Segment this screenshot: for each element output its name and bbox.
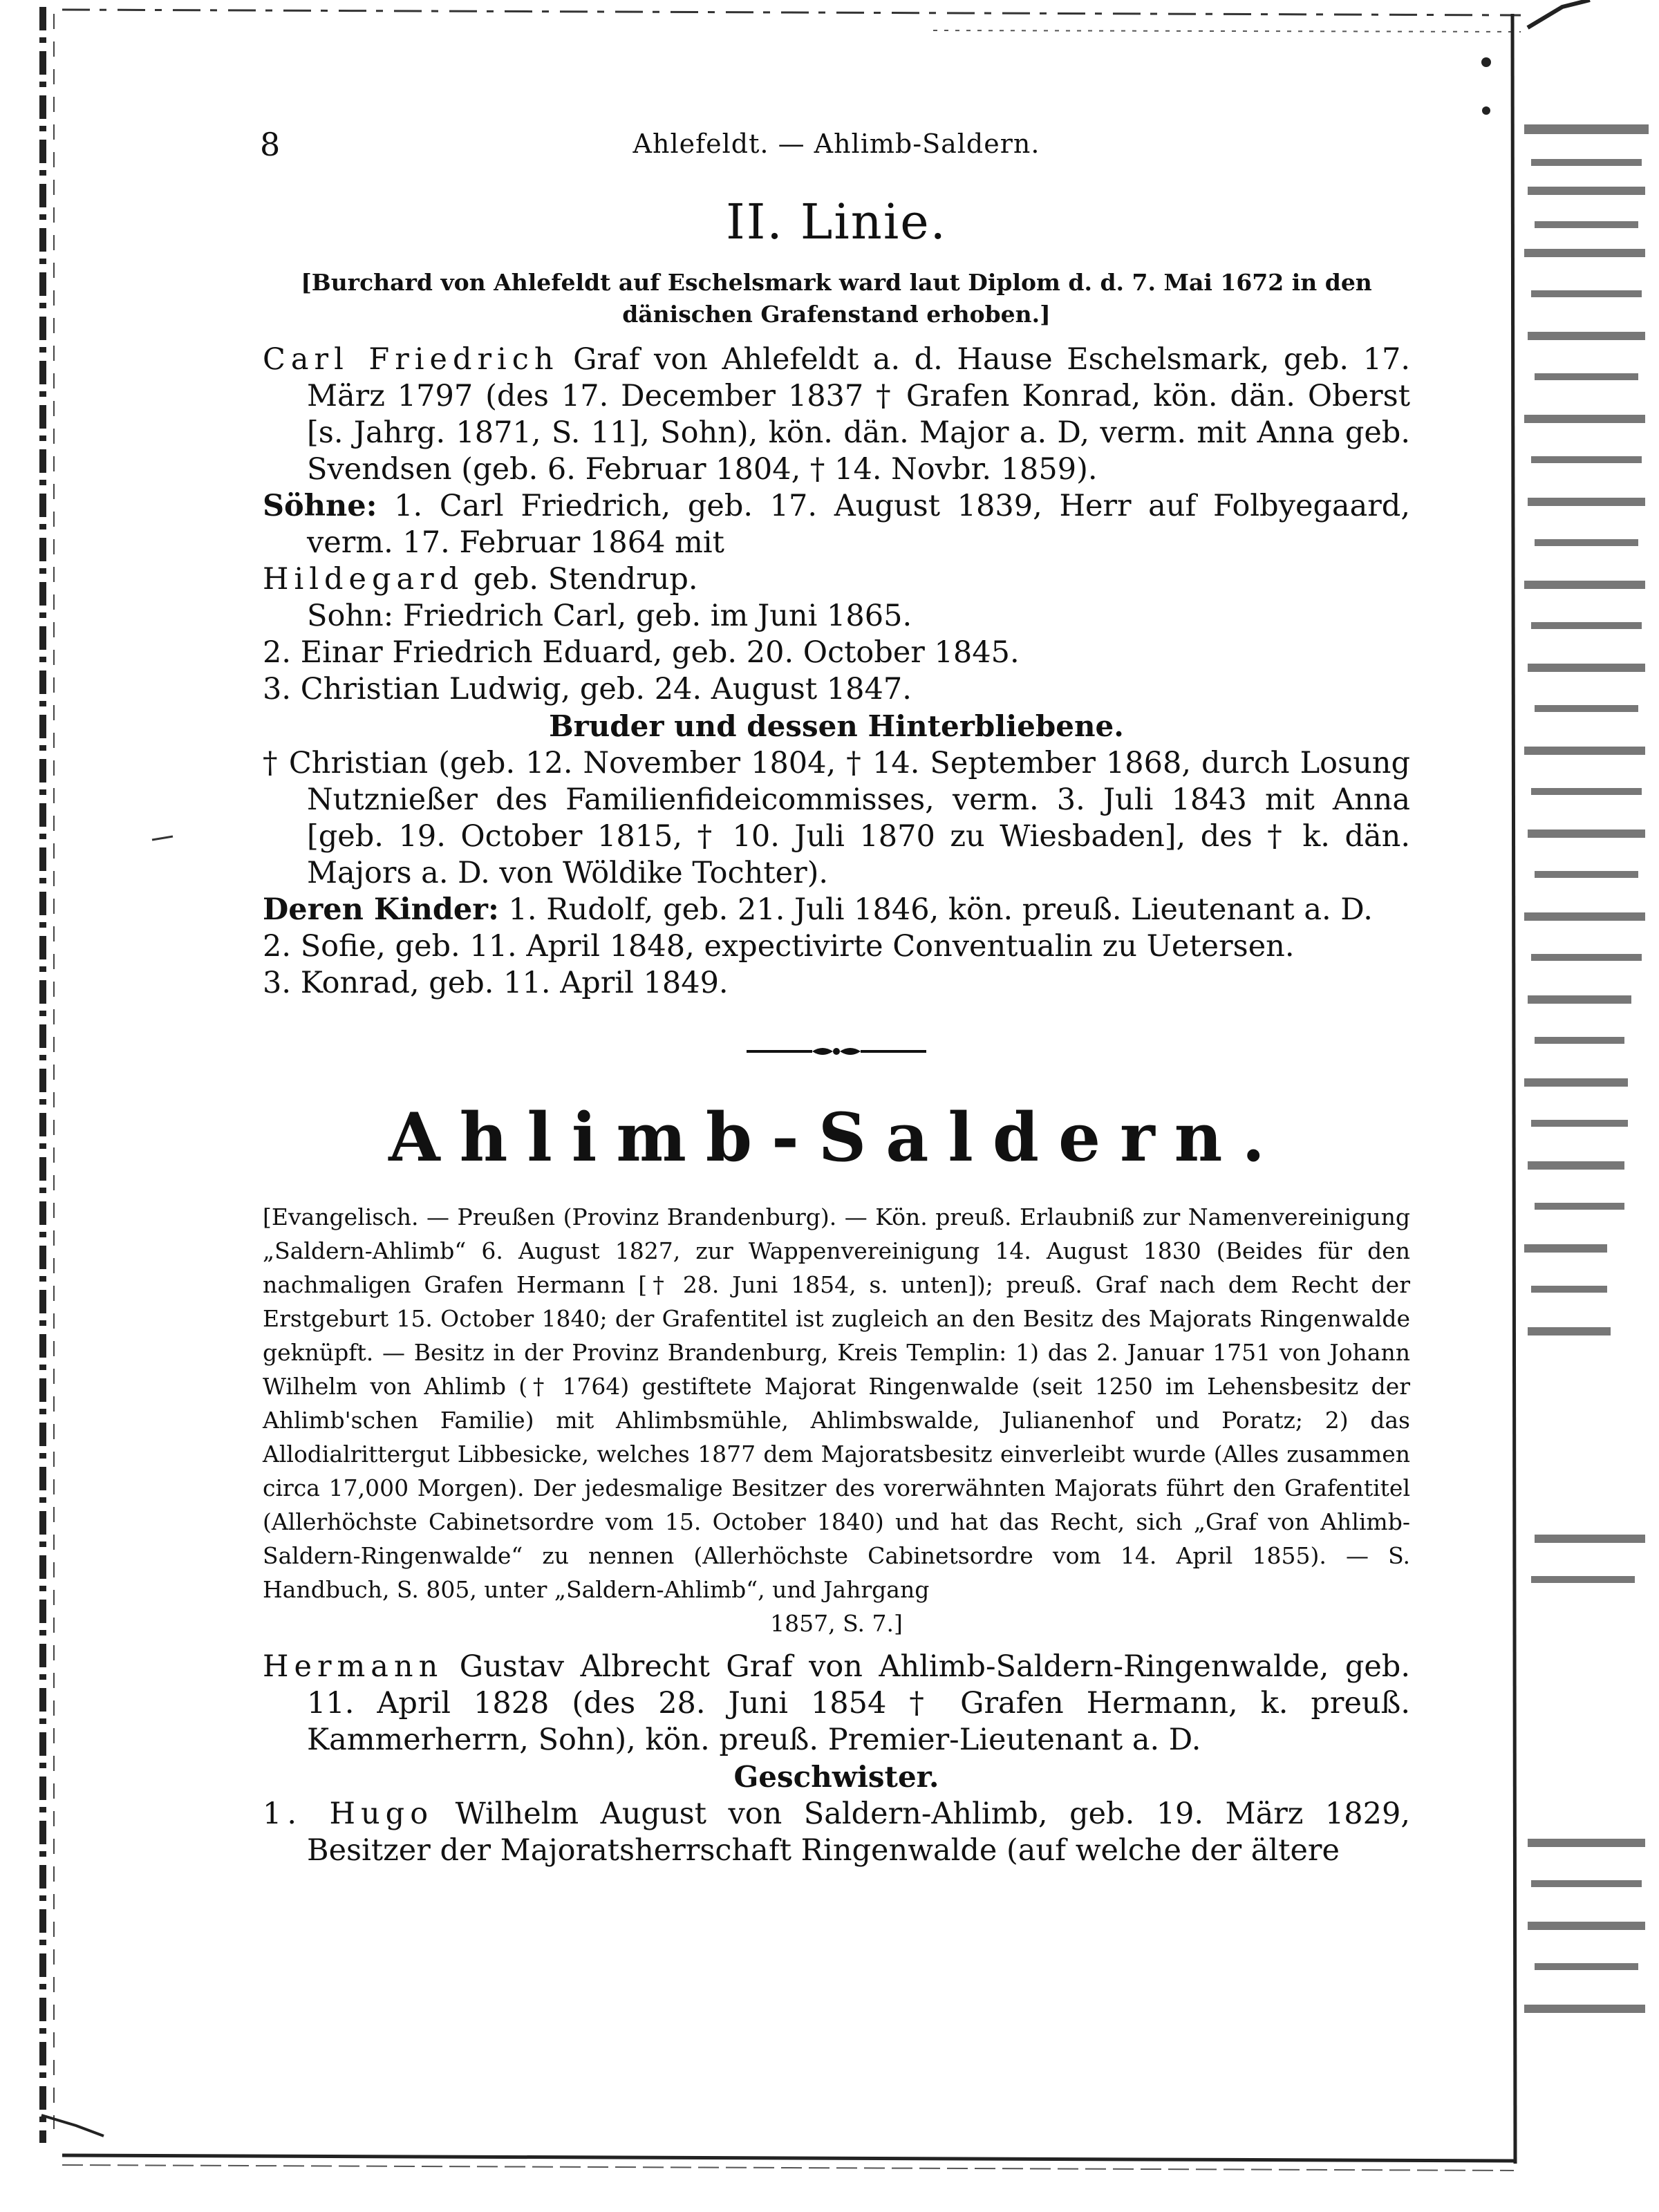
entry-text: 3. Christian Ludwig, geb. 24. August 1847. (263, 672, 912, 706)
entry-text: geb. Stendrup. (464, 562, 698, 597)
family-intro-end: 1857, S. 7.] (770, 1610, 903, 1637)
entry-text: 3. Konrad, geb. 11. April 1849. (263, 966, 729, 1000)
book-page (249, 118, 1424, 2088)
entry-text: 1. Rudolf, geb. 21. Juli 1846, kön. preuß. Lieutenant a. D. (498, 892, 1373, 927)
family-intro-text: [Evangelisch. — Preußen (Provinz Brandenburg). — Kön. preuß. Erlaubniß zur Namenvereinigung „Saldern-Ahlimb“ 6. August 1827, zur Wappenvereinigung 14. August 1830 (Beides für den nachmaligen Grafen Hermann [† 28. Juni 1854, s. unten]); preuß. Graf nach dem Recht der Erstgeburt 15. October 1840; der Grafentitel ist zugleich an den Besitz des Majorats Ringenwalde geknüpft. — Besitz in der Provinz Brandenburg, Kreis Templin: 1) das 2. Januar 1751 von Johann Wilhelm von Ahlimb († 1764) gestiftete Majorat Ringenwalde (seit 1250 im Lehensbesitz der Ahlimb'schen Familie) mit Ahlimbsmühle, Ahlimbswalde, Julianenhof und Poratz; 2) das Allodialrittergut Libbesicke, welches 1877 dem Majoratsbesitz einverleibt wurde (Alles zusammen circa 17,000 Morgen). Der jedesmalige Besitzer des vorerwähnten Majorats führt den Grafentitel (Allerhöchste Cabinetsordre vom 15. October 1840) und hat das Recht, sich „Graf von Ahlimb-Saldern-Ringenwalde“ zu nennen (Allerhöchste Cabinetsordre vom 14. April 1855). — S. Handbuch, S. 805, unter „Saldern-Ahlimb“, und Jahrgang (263, 1203, 1410, 1603)
entry-lead: Carl Friedrich (263, 342, 559, 377)
top-border (62, 10, 1521, 15)
entry-text: Sohn: Friedrich Carl, geb. im Juni 1865. (307, 599, 912, 633)
entry-soehne (263, 488, 1410, 561)
entry-einar (263, 635, 1410, 671)
family-intro (263, 1200, 1410, 1640)
bottom-border (62, 2155, 1514, 2161)
page-number: 8 (260, 126, 281, 163)
running-title: Ahlefeldt. — Ahlimb-Saldern. (632, 129, 1040, 159)
entry-christian-ludwig (263, 671, 1410, 708)
entry-lead: 1. Hugo (263, 1797, 434, 1831)
entry-text: 2. Einar Friedrich Eduard, geb. 20. October 1845. (263, 635, 1020, 670)
page-content (263, 194, 1410, 1869)
ornamental-divider (747, 1043, 926, 1060)
entry-text: † Christian (geb. 12. November 1804, † 14. September 1868, durch Losung Nutznießer des Familienfideicommisses, verm. 3. Juli 1843 mit Anna [geb. 19. October 1815, † 10. Juli 1870 zu Wiesbaden], des † k. dän. Majors a. D. von Wöldike Tochter). (263, 746, 1410, 890)
right-border (1512, 14, 1515, 2164)
family-heading: Ahlimb-Saldern. (388, 1098, 1284, 1177)
entry-christian (263, 745, 1410, 892)
entry-lead: Deren Kinder: (263, 892, 499, 927)
entry-hugo (263, 1796, 1410, 1869)
section-note: [Burchard von Ahlefeldt auf Eschelsmark ward laut Diplom d. d. 7. Mai 1672 in den dänischen Grafenstand erhoben.] (301, 269, 1372, 328)
entry-hildegard (263, 561, 1410, 598)
entry-hermann (263, 1649, 1410, 1759)
entry-text: 1. Carl Friedrich, geb. 17. August 1839, Herr auf Folbyegaard, verm. 17. Februar 1864 mit (307, 489, 1410, 560)
facing-page-bleed (1524, 124, 1649, 2013)
entry-lead: Hermann (263, 1649, 444, 1684)
running-header (249, 126, 1424, 167)
entry-text: Graf von Ahlefeldt a. d. Hause Eschelsmark, geb. 17. März 1797 (des 17. December 1837 † Grafen Konrad, kön. dän. Oberst [s. Jahrg. 1871, S. 11], Sohn), kön. dän. Major a. D, verm. mit Anna geb. Svendsen (geb. 6. Februar 1804, † 14. Novbr. 1859). (307, 342, 1410, 487)
entry-lead: Hildegard (263, 562, 465, 597)
section-heading-line-2: II. Linie. (726, 194, 947, 250)
subheading-bruder: Bruder und dessen Hinterbliebene. (549, 709, 1124, 743)
entry-text: Wilhelm August von Saldern-Ahlimb, geb. 19. März 1829, Besitzer der Majoratsherrschaft Ringenwalde (auf welche der ältere (307, 1797, 1410, 1868)
subheading-geschwister: Geschwister. (733, 1760, 939, 1794)
entry-carl-friedrich (263, 341, 1410, 488)
entry-konrad (263, 965, 1410, 1002)
entry-sofie (263, 928, 1410, 965)
entry-sohn (263, 598, 1410, 635)
entry-text: Gustav Albrecht Graf von Ahlimb-Saldern-Ringenwalde, geb. 11. April 1828 (des 28. Juni 1854 † Grafen Hermann, k. preuß. Kammerherrn, Sohn), kön. preuß. Premier-Lieutenant a. D. (307, 1649, 1410, 1757)
entry-lead: Söhne: (263, 489, 377, 523)
entry-deren-kinder (263, 892, 1410, 928)
entry-text: 2. Sofie, geb. 11. April 1848, expectivirte Conventualin zu Uetersen. (263, 929, 1295, 964)
